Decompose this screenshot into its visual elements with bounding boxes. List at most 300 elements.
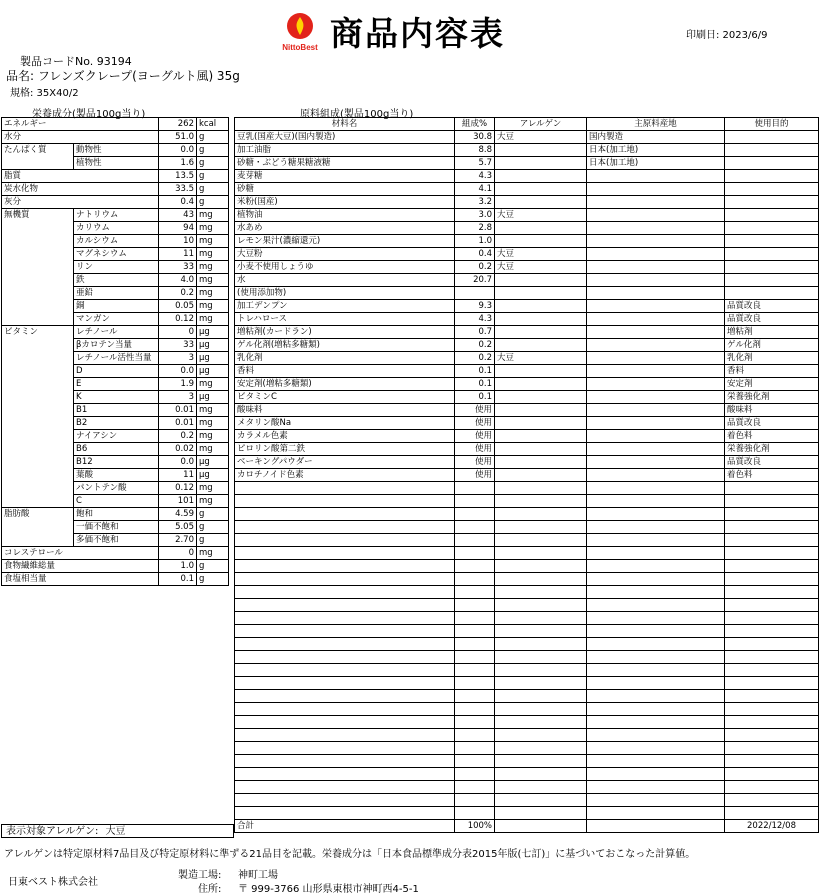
ingredients-header-row <box>235 118 819 131</box>
nutrient-value: 0.05 <box>159 300 197 313</box>
ingredient-allergen <box>495 196 587 209</box>
nittobest-logo <box>277 10 323 54</box>
nutrient-unit: g <box>197 573 229 586</box>
ingredient-origin <box>587 560 725 573</box>
nutrient-category <box>2 339 74 352</box>
ingredient-purpose <box>725 638 819 651</box>
ingredient-allergen <box>495 417 587 430</box>
ingredient-row <box>235 495 819 508</box>
nutrition-row <box>2 482 229 495</box>
ingredient-pct: 使用 <box>455 456 495 469</box>
nutrition-row <box>2 209 229 222</box>
nutrient-value: 0 <box>159 326 197 339</box>
ingredient-name <box>235 599 455 612</box>
ingredient-pct: 0.2 <box>455 261 495 274</box>
ingredient-row <box>235 404 819 417</box>
ingredient-row <box>235 651 819 664</box>
ingredient-pct <box>455 638 495 651</box>
ingredient-allergen <box>495 365 587 378</box>
ingredient-pct <box>455 781 495 794</box>
ingredient-origin <box>587 209 725 222</box>
nutrient-value: 11 <box>159 248 197 261</box>
nutrient-unit: mg <box>197 261 229 274</box>
ingredient-name: トレハロース <box>235 313 455 326</box>
nutrient-unit: mg <box>197 235 229 248</box>
ingredient-purpose <box>725 131 819 144</box>
address: 〒 999-3766 山形県東根市神町西4-5-1 <box>238 884 419 895</box>
ingredient-origin <box>587 430 725 443</box>
nutrient-unit: μg <box>197 469 229 482</box>
allergen-label: 表示対象アレルゲン: <box>6 826 99 837</box>
nutrient-category <box>2 534 74 547</box>
nutrition-row <box>2 521 229 534</box>
ingredient-row <box>235 222 819 235</box>
nutrition-row <box>2 157 229 170</box>
address-label: 住所: <box>198 884 222 895</box>
ingredient-name <box>235 716 455 729</box>
ingredient-name <box>235 807 455 820</box>
ingredient-purpose <box>725 495 819 508</box>
nutrient-name: 水分 <box>2 131 159 144</box>
ingredient-name: 米粉(国産) <box>235 196 455 209</box>
nutrition-row <box>2 391 229 404</box>
ingredient-pct <box>455 794 495 807</box>
ingredient-pct: 0.2 <box>455 352 495 365</box>
ingredient-row <box>235 131 819 144</box>
ingredient-purpose <box>725 508 819 521</box>
ingredient-row <box>235 261 819 274</box>
nutrient-category <box>2 365 74 378</box>
ingredient-origin <box>587 729 725 742</box>
ingredients-table <box>234 117 819 833</box>
nutrition-row <box>2 222 229 235</box>
nutrition-row <box>2 131 229 144</box>
ingredient-purpose <box>725 625 819 638</box>
ingredient-row <box>235 807 819 820</box>
nutrient-sub: 亜鉛 <box>74 287 159 300</box>
nutrition-row <box>2 300 229 313</box>
ingredient-allergen <box>495 794 587 807</box>
ingredient-origin <box>587 755 725 768</box>
ingredient-pct <box>455 599 495 612</box>
nutrient-value: 4.59 <box>159 508 197 521</box>
nutrient-value: 1.6 <box>159 157 197 170</box>
ingredient-pct: 4.3 <box>455 170 495 183</box>
ingredient-origin <box>587 768 725 781</box>
nutrient-sub: レチノール <box>74 326 159 339</box>
ingredient-origin <box>587 534 725 547</box>
ingredient-pct <box>455 677 495 690</box>
ingredient-origin <box>587 235 725 248</box>
ingredient-pct <box>455 729 495 742</box>
ingredient-origin <box>587 599 725 612</box>
ingredient-row <box>235 781 819 794</box>
nutrient-name: 食物繊維総量 <box>2 560 159 573</box>
ingredient-origin <box>587 417 725 430</box>
ingredient-name <box>235 521 455 534</box>
nutrient-unit: g <box>197 170 229 183</box>
ingredient-purpose: 栄養強化剤 <box>725 391 819 404</box>
nutrient-sub: E <box>74 378 159 391</box>
ingredient-purpose <box>725 768 819 781</box>
ingredient-purpose <box>725 222 819 235</box>
ingredient-name: 増粘剤(カードラン) <box>235 326 455 339</box>
nutrition-heading: 栄養成分(製品100g当り) <box>32 109 146 120</box>
ingredient-allergen <box>495 573 587 586</box>
ingredient-row <box>235 742 819 755</box>
ingredient-name: 酸味料 <box>235 404 455 417</box>
ingredient-allergen <box>495 443 587 456</box>
ingredient-name: 砂糖 <box>235 183 455 196</box>
ingredient-purpose <box>725 287 819 300</box>
ingredient-allergen <box>495 534 587 547</box>
ingredient-allergen <box>495 326 587 339</box>
ingredient-origin <box>587 378 725 391</box>
ingredient-purpose <box>725 573 819 586</box>
ingredient-name: 水あめ <box>235 222 455 235</box>
ingredient-row <box>235 703 819 716</box>
ingredient-name <box>235 742 455 755</box>
ingredient-name: 大豆粉 <box>235 248 455 261</box>
nutrition-row <box>2 365 229 378</box>
ingredient-origin <box>587 300 725 313</box>
total-pct: 100% <box>455 820 495 833</box>
ingredient-purpose <box>725 599 819 612</box>
ingredient-allergen <box>495 703 587 716</box>
nutrient-sub: 葉酸 <box>74 469 159 482</box>
allergen-header: アレルゲン <box>495 118 587 131</box>
ingredient-purpose <box>725 209 819 222</box>
nutrient-unit: μg <box>197 326 229 339</box>
nutrient-unit: μg <box>197 456 229 469</box>
ingredient-purpose <box>725 235 819 248</box>
ingredient-name: (使用添加物) <box>235 287 455 300</box>
ingredient-purpose <box>725 716 819 729</box>
ingredient-row <box>235 170 819 183</box>
purpose-header: 使用目的 <box>725 118 819 131</box>
factory-label: 製造工場: <box>178 870 222 881</box>
nutrient-value: 0.0 <box>159 456 197 469</box>
ingredient-name: カロチノイド色素 <box>235 469 455 482</box>
nutrient-value: 0.2 <box>159 287 197 300</box>
revision-date: 2022/12/08 <box>725 820 819 833</box>
nutrition-row <box>2 313 229 326</box>
nutrition-row <box>2 339 229 352</box>
ingredient-purpose: 酸味料 <box>725 404 819 417</box>
nutrient-category: 脂肪酸 <box>2 508 74 521</box>
total-origin-empty <box>587 820 725 833</box>
nutrient-unit: g <box>197 196 229 209</box>
ingredient-origin <box>587 261 725 274</box>
ingredient-allergen <box>495 625 587 638</box>
nutrient-category <box>2 482 74 495</box>
ingredient-row <box>235 638 819 651</box>
ingredient-origin <box>587 170 725 183</box>
ingredient-name: 水 <box>235 274 455 287</box>
ingredient-row <box>235 183 819 196</box>
ingredient-name: カラメル色素 <box>235 430 455 443</box>
nutrient-sub: D <box>74 365 159 378</box>
ingredient-purpose <box>725 703 819 716</box>
ingredient-origin <box>587 547 725 560</box>
nutrition-row <box>2 274 229 287</box>
ingredient-row <box>235 664 819 677</box>
ingredient-pct <box>455 768 495 781</box>
nutrient-category: ビタミン <box>2 326 74 339</box>
ingredient-row <box>235 469 819 482</box>
ingredient-row <box>235 430 819 443</box>
ingredient-purpose <box>725 781 819 794</box>
ingredient-row <box>235 768 819 781</box>
nutrition-row <box>2 417 229 430</box>
company-name: 日東ベスト株式会社 <box>8 877 98 888</box>
ingredient-pct: 5.7 <box>455 157 495 170</box>
ingredient-purpose: 乳化剤 <box>725 352 819 365</box>
ingredient-origin <box>587 807 725 820</box>
ingredient-row <box>235 755 819 768</box>
nutrition-row <box>2 287 229 300</box>
ingredient-name <box>235 638 455 651</box>
nutrient-name: コレステロール <box>2 547 159 560</box>
nutrient-category <box>2 157 74 170</box>
ingredient-purpose <box>725 547 819 560</box>
nutrition-row <box>2 404 229 417</box>
origin-header: 主原料産地 <box>587 118 725 131</box>
name-header: 材料名 <box>235 118 455 131</box>
nutrition-row <box>2 456 229 469</box>
product-spec: 規格: 35X40/2 <box>10 88 79 99</box>
ingredient-name: 香料 <box>235 365 455 378</box>
ingredient-name: 小麦不使用しょうゆ <box>235 261 455 274</box>
ingredient-purpose <box>725 274 819 287</box>
nutrient-unit: mg <box>197 287 229 300</box>
ingredient-origin <box>587 469 725 482</box>
ingredient-row <box>235 352 819 365</box>
nutrient-name: 脂質 <box>2 170 159 183</box>
total-allergen-empty <box>495 820 587 833</box>
nutrient-sub: B1 <box>74 404 159 417</box>
ingredient-allergen <box>495 677 587 690</box>
ingredient-origin <box>587 781 725 794</box>
nutrient-sub: カルシウム <box>74 235 159 248</box>
ingredient-purpose: 着色料 <box>725 469 819 482</box>
ingredient-row <box>235 599 819 612</box>
logo-mark-icon <box>277 10 323 54</box>
ingredient-origin <box>587 677 725 690</box>
nutrient-category <box>2 313 74 326</box>
ingredient-pct <box>455 534 495 547</box>
ingredient-origin <box>587 794 725 807</box>
ingredient-row <box>235 196 819 209</box>
nutrient-unit: g <box>197 508 229 521</box>
nutrient-value: 94 <box>159 222 197 235</box>
ingredient-allergen <box>495 807 587 820</box>
ingredient-allergen <box>495 157 587 170</box>
nutrient-unit: mg <box>197 404 229 417</box>
ingredient-row <box>235 157 819 170</box>
ingredient-allergen <box>495 235 587 248</box>
ingredient-pct: 9.3 <box>455 300 495 313</box>
ingredient-origin <box>587 586 725 599</box>
nutrient-unit: mg <box>197 443 229 456</box>
nutrient-unit: μg <box>197 365 229 378</box>
nutrition-row <box>2 430 229 443</box>
ingredient-origin <box>587 196 725 209</box>
nutrient-sub: リン <box>74 261 159 274</box>
nutrient-value: 33.5 <box>159 183 197 196</box>
ingredient-origin <box>587 716 725 729</box>
ingredient-origin <box>587 443 725 456</box>
ingredient-origin <box>587 495 725 508</box>
ingredient-origin <box>587 274 725 287</box>
ingredient-purpose: 品質改良 <box>725 300 819 313</box>
ingredient-purpose <box>725 196 819 209</box>
ingredient-pct: 3.0 <box>455 209 495 222</box>
ingredient-allergen <box>495 521 587 534</box>
nutrient-value: 3 <box>159 391 197 404</box>
product-code: 製品コードNo. 93194 <box>20 55 132 68</box>
footnote: アレルゲンは特定原材料7品目及び特定原材料に準ずる21品目を記載。栄養成分は「日本食品標準成分表2015年版(七訂)」に基づいておこなった計算値。 <box>4 849 696 860</box>
ingredient-row <box>235 547 819 560</box>
ingredient-purpose <box>725 794 819 807</box>
ingredient-pct <box>455 612 495 625</box>
ingredient-name <box>235 703 455 716</box>
ingredient-row <box>235 573 819 586</box>
nutrient-unit: mg <box>197 209 229 222</box>
ingredient-origin <box>587 521 725 534</box>
nutrient-unit: mg <box>197 430 229 443</box>
ingredient-purpose <box>725 664 819 677</box>
allergen-summary <box>1 824 234 838</box>
ingredient-pct <box>455 482 495 495</box>
ingredient-name <box>235 677 455 690</box>
nutrient-sub: B2 <box>74 417 159 430</box>
ingredient-row <box>235 482 819 495</box>
nutrition-row <box>2 547 229 560</box>
ingredient-allergen <box>495 378 587 391</box>
ingredient-pct <box>455 586 495 599</box>
ingredient-purpose <box>725 690 819 703</box>
ingredient-purpose <box>725 586 819 599</box>
nutrient-category <box>2 430 74 443</box>
ingredient-pct: 4.3 <box>455 313 495 326</box>
ingredient-origin: 日本(加工地) <box>587 144 725 157</box>
nutrient-sub: マグネシウム <box>74 248 159 261</box>
ingredient-pct <box>455 651 495 664</box>
ingredient-name <box>235 690 455 703</box>
ingredient-name: ビタミンC <box>235 391 455 404</box>
nutrient-unit: g <box>197 534 229 547</box>
ingredient-allergen <box>495 274 587 287</box>
ingredient-name <box>235 573 455 586</box>
nutrient-name: 食塩相当量 <box>2 573 159 586</box>
nutrient-sub: B12 <box>74 456 159 469</box>
ingredient-origin <box>587 703 725 716</box>
nutrient-category <box>2 469 74 482</box>
ingredient-allergen <box>495 287 587 300</box>
ingredient-allergen <box>495 170 587 183</box>
nutrient-unit: g <box>197 521 229 534</box>
ingredient-name: ゲル化剤(増粘多糖類) <box>235 339 455 352</box>
ingredient-pct <box>455 573 495 586</box>
ingredient-allergen <box>495 755 587 768</box>
ingredient-row <box>235 248 819 261</box>
ingredient-pct: 0.7 <box>455 326 495 339</box>
nutrient-unit: mg <box>197 248 229 261</box>
ingredient-origin <box>587 352 725 365</box>
ingredient-allergen <box>495 586 587 599</box>
ingredient-origin: 日本(加工地) <box>587 157 725 170</box>
ingredient-name <box>235 755 455 768</box>
page-title: 商品内容表 <box>330 14 505 53</box>
ingredient-origin <box>587 573 725 586</box>
ingredient-allergen <box>495 716 587 729</box>
nutrition-row <box>2 170 229 183</box>
ingredient-row <box>235 378 819 391</box>
nutrient-value: 2.70 <box>159 534 197 547</box>
ingredient-pct: 2.8 <box>455 222 495 235</box>
nutrient-sub: 一価不飽和 <box>74 521 159 534</box>
nutrient-category <box>2 404 74 417</box>
ingredient-row <box>235 326 819 339</box>
ingredient-purpose <box>725 170 819 183</box>
nutrient-unit: kcal <box>197 118 229 131</box>
nutrient-unit: g <box>197 560 229 573</box>
ingredient-name <box>235 534 455 547</box>
ingredient-pct: 8.8 <box>455 144 495 157</box>
ingredient-allergen <box>495 742 587 755</box>
nutrient-category <box>2 391 74 404</box>
nutrient-category <box>2 222 74 235</box>
nutrient-unit: μg <box>197 352 229 365</box>
nutrition-row <box>2 508 229 521</box>
nutrient-value: 1.9 <box>159 378 197 391</box>
ingredient-origin <box>587 222 725 235</box>
print-date: 印刷日: 2023/6/9 <box>686 30 768 41</box>
nutrient-category <box>2 287 74 300</box>
nutrient-value: 4.0 <box>159 274 197 287</box>
ingredient-allergen: 大豆 <box>495 261 587 274</box>
nutrition-row <box>2 118 229 131</box>
ingredient-row <box>235 677 819 690</box>
nutrient-sub: 飽和 <box>74 508 159 521</box>
ingredient-row <box>235 690 819 703</box>
ingredient-allergen <box>495 222 587 235</box>
nutrient-category: たんぱく質 <box>2 144 74 157</box>
ingredient-origin <box>587 482 725 495</box>
ingredient-allergen <box>495 313 587 326</box>
ingredient-name <box>235 508 455 521</box>
nutrient-category <box>2 352 74 365</box>
ingredient-name: 加工デンプン <box>235 300 455 313</box>
nutrient-value: 0.02 <box>159 443 197 456</box>
ingredient-pct <box>455 521 495 534</box>
ingredient-pct <box>455 716 495 729</box>
nutrient-name: エネルギー <box>2 118 159 131</box>
ingredient-allergen <box>495 729 587 742</box>
ingredient-purpose <box>725 651 819 664</box>
ingredient-pct <box>455 690 495 703</box>
nutrient-value: 0.0 <box>159 144 197 157</box>
nutrient-value: 0.12 <box>159 482 197 495</box>
ingredient-row <box>235 729 819 742</box>
ingredient-row <box>235 274 819 287</box>
nutrient-unit: mg <box>197 313 229 326</box>
nutrient-value: 0.01 <box>159 417 197 430</box>
nutrient-value: 101 <box>159 495 197 508</box>
ingredient-pct: 0.2 <box>455 339 495 352</box>
ingredient-row <box>235 456 819 469</box>
